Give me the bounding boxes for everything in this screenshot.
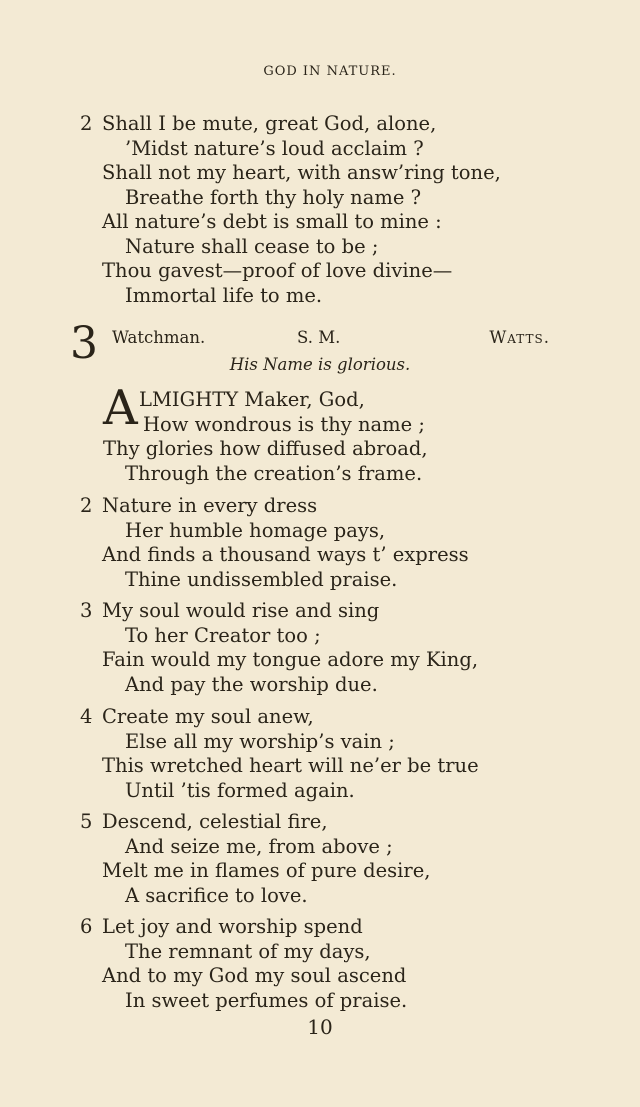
hymn-verse-5 xyxy=(80,810,560,908)
verse-line: Melt me in flames of pure desire, xyxy=(102,859,431,882)
verse-line: Shall I be mute, great God, alone, xyxy=(102,112,437,135)
verse-line: And to my God my soul ascend xyxy=(102,964,407,987)
verse-line: Create my soul anew, xyxy=(102,705,314,728)
verse-line: How wondrous is thy name ; xyxy=(143,412,425,436)
verse-line: To her Creator too ; xyxy=(125,623,321,647)
verse-line: Fain would my tongue adore my King, xyxy=(102,648,479,671)
hymn-subtitle: His Name is glorious. xyxy=(229,355,411,374)
verse-line: Nature in every dress xyxy=(102,494,318,517)
verse-number: 3 xyxy=(80,599,93,622)
verse-line: And pay the worship due. xyxy=(125,672,378,696)
verse-line: All nature’s debt is small to mine : xyxy=(102,210,442,233)
verse-line: Thy glories how diffused abroad, xyxy=(103,437,428,460)
verse-line: My soul would rise and sing xyxy=(102,599,380,622)
verse-line: And seize me, from above ; xyxy=(125,834,393,858)
hymn-number: 3 xyxy=(70,318,98,369)
verse-line: Through the creation’s frame. xyxy=(125,461,423,485)
verse-line: Thou gavest—proof of love divine— xyxy=(102,259,453,282)
verse-number: 5 xyxy=(80,810,93,833)
verse-number: 2 xyxy=(80,112,93,135)
verse-line: In sweet perfumes of praise. xyxy=(125,988,408,1012)
page-number: 10 xyxy=(307,1015,333,1039)
hymn-verse-2 xyxy=(80,494,560,592)
verse-line: Shall not my heart, with answ’ring tone, xyxy=(102,161,501,184)
verse-number: 6 xyxy=(80,915,93,938)
verse-line: Nature shall cease to be ; xyxy=(125,234,379,258)
verse-line: Her humble homage pays, xyxy=(125,518,386,542)
verse-line: Else all my worship’s vain ; xyxy=(125,729,395,753)
tune-name: Watchman. xyxy=(112,328,206,347)
verse-line: ’Midst nature’s loud acclaim ? xyxy=(125,136,424,160)
prev-hymn-verse-2 xyxy=(80,112,560,308)
verse-line: Immortal life to me. xyxy=(125,283,323,307)
verse-line: This wretched heart will ne’er be true xyxy=(102,754,479,777)
hymn-verse-1 xyxy=(103,388,428,486)
verse-line: A sacrifice to love. xyxy=(125,883,308,907)
verse-line: The remnant of my days, xyxy=(125,939,371,963)
verse-line: Until ’tis formed again. xyxy=(125,778,355,802)
verse-line: Let joy and worship spend xyxy=(102,915,363,938)
hymn-verse-4 xyxy=(80,705,560,803)
verse-line: LMIGHTY Maker, God, xyxy=(139,388,365,411)
verse-line: Descend, celestial fire, xyxy=(102,810,328,833)
verse-number: 4 xyxy=(80,705,93,728)
verse-line: Thine undissembled praise. xyxy=(125,567,398,591)
hymn-verse-6 xyxy=(80,915,560,1013)
verse-line: And finds a thousand ways t’ express xyxy=(102,543,469,566)
verse-number: 2 xyxy=(80,494,93,517)
drop-cap: A xyxy=(103,380,138,436)
verse-line: Breathe forth thy holy name ? xyxy=(125,185,422,209)
hymn-verse-3 xyxy=(80,599,560,697)
author: Watts. xyxy=(489,328,550,347)
running-head: GOD IN NATURE. xyxy=(263,64,397,79)
meter: S. M. xyxy=(297,328,341,347)
